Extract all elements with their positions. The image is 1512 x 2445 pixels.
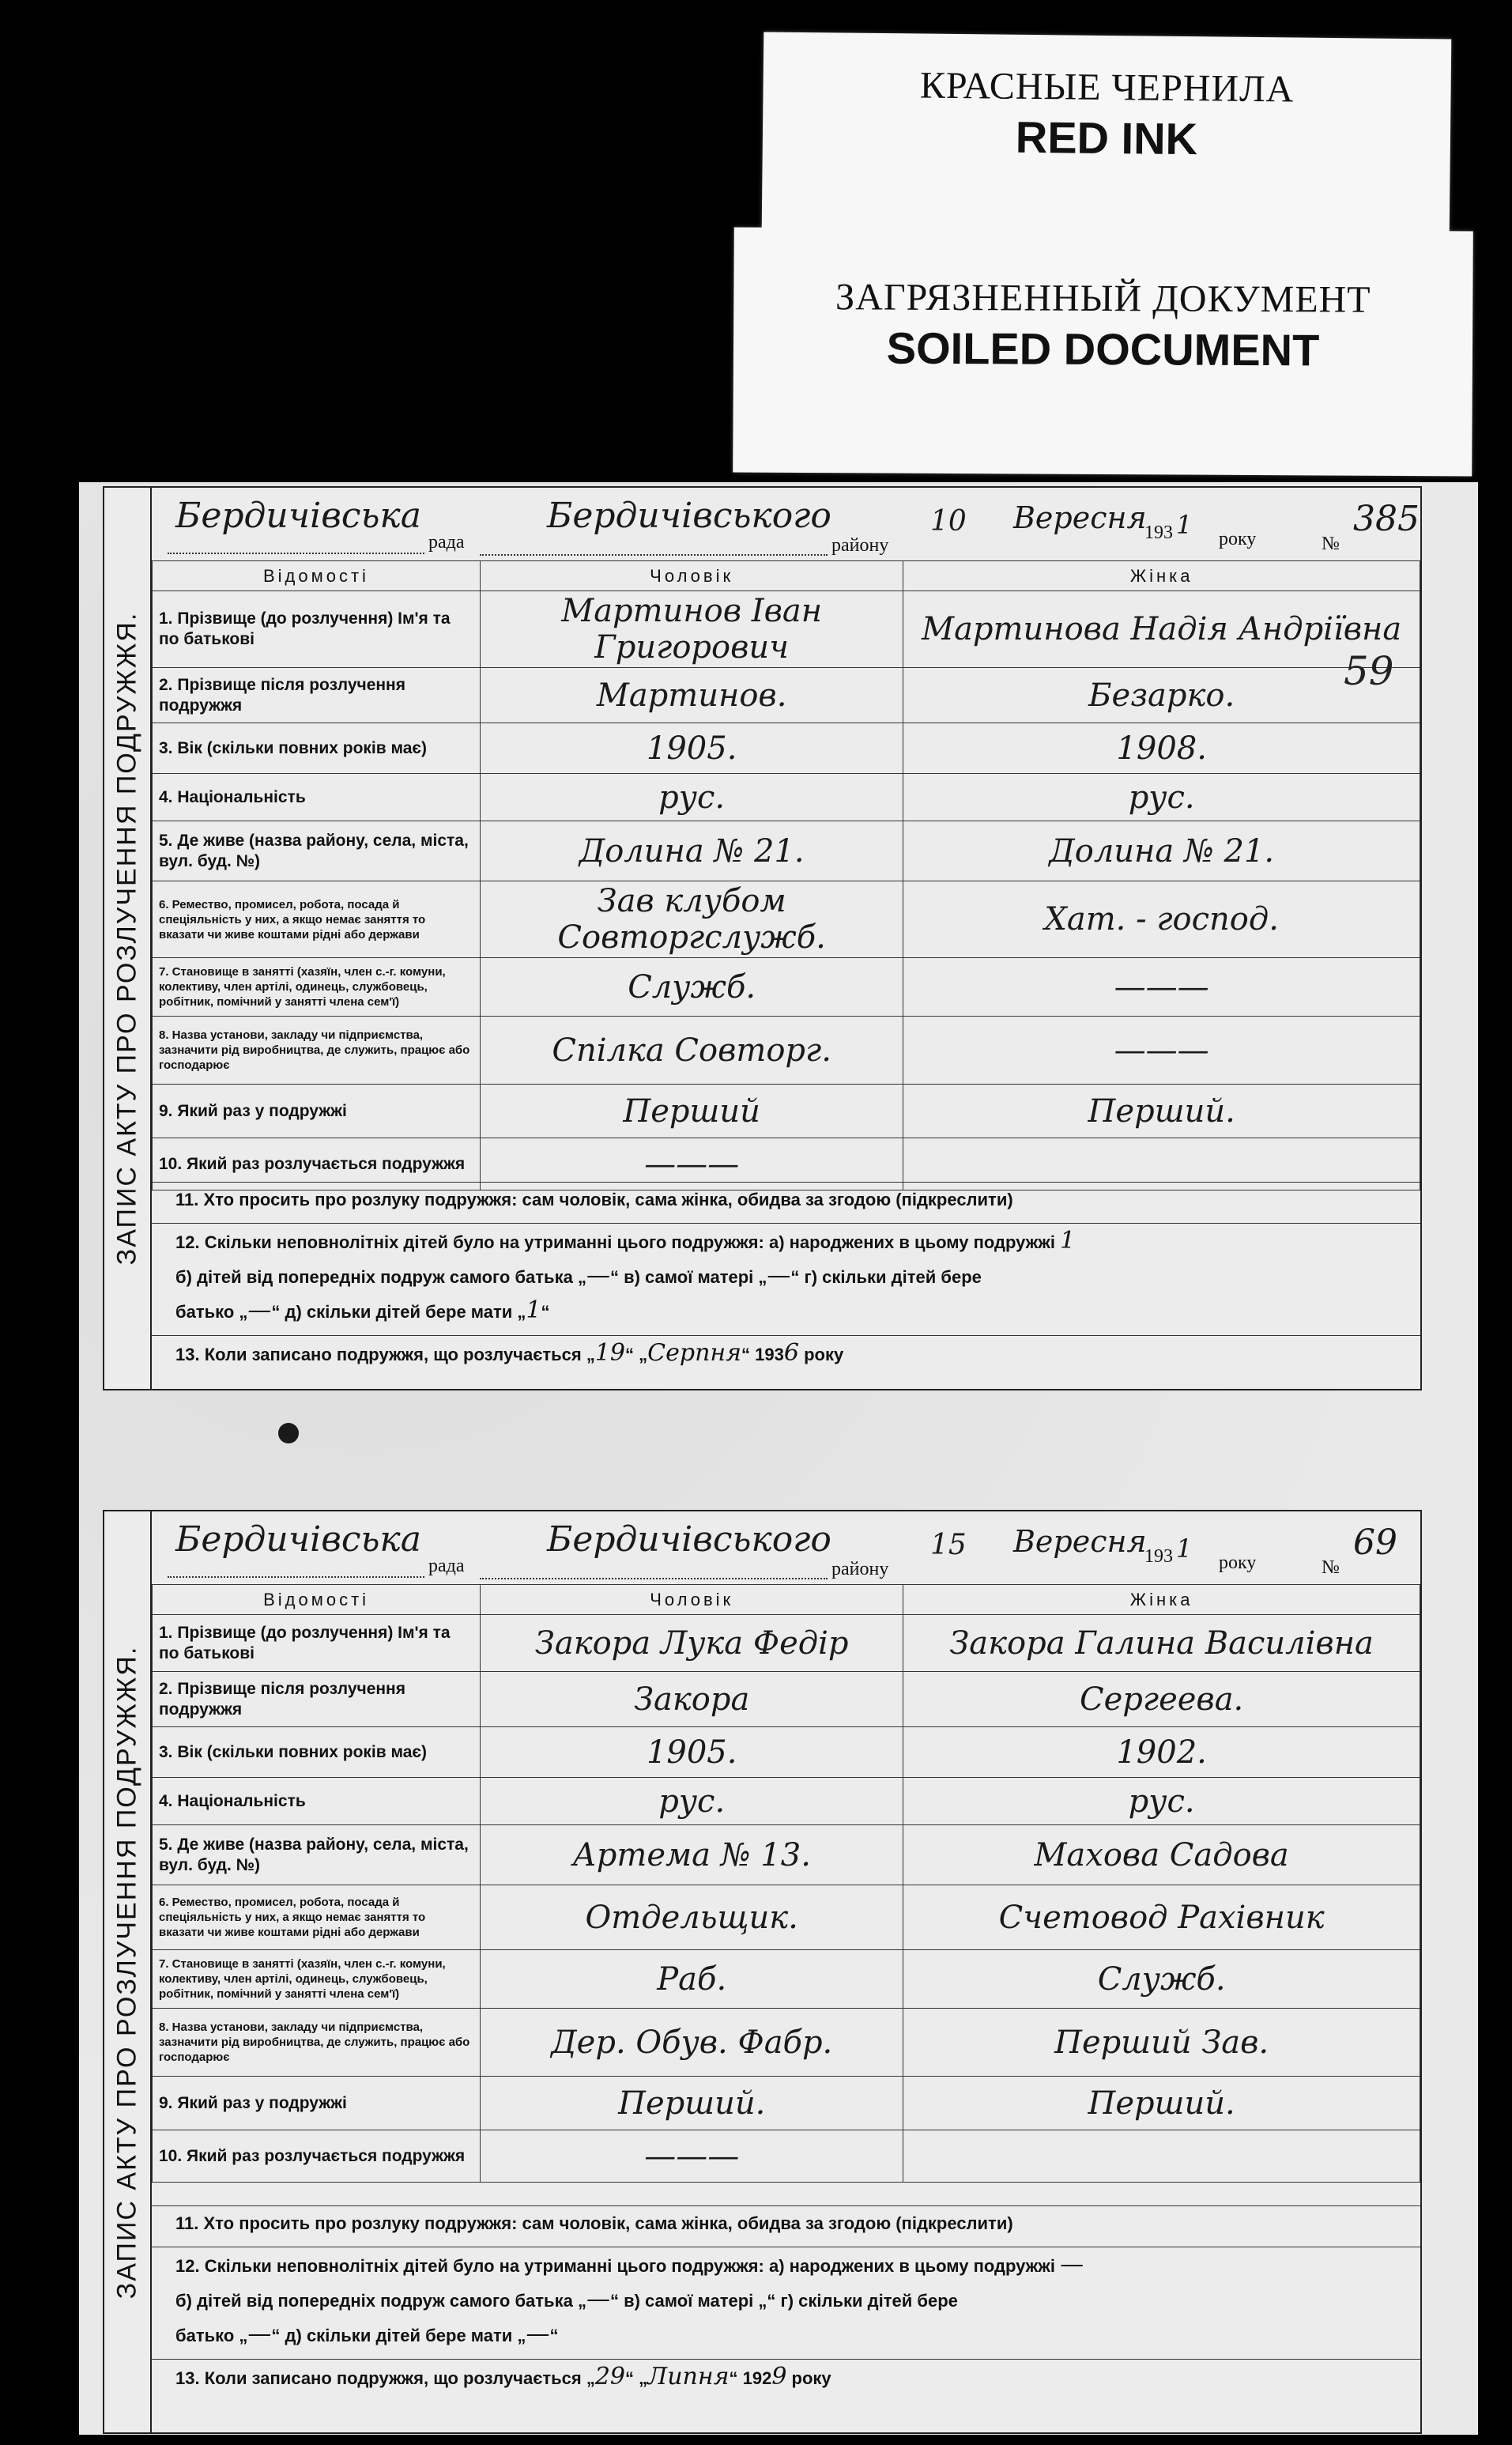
line-13-year-digit: 6 (783, 1339, 799, 1367)
district-underline (480, 1578, 828, 1579)
line-12c-text-1: батько (175, 2326, 235, 2345)
table-row (153, 1825, 1420, 1885)
row-wife-value: 1902. (903, 1727, 1420, 1778)
line-12b-text-1: б) дітей від попередніх подруж самого батька (175, 1267, 573, 1287)
row-husband-value: Спілка Совторг. (480, 1017, 903, 1085)
row-husband-value: Долина № 21. (480, 821, 903, 881)
table-row (153, 1727, 1420, 1778)
district-name: Бердичівського (547, 1519, 831, 1560)
record-month: Вересня (1013, 500, 1147, 535)
col-header-wife: Жінка (903, 561, 1420, 591)
rayon-label: району (831, 1559, 889, 1579)
row-question: 6. Ремество, промисел, робота, посада й спеціяльність у них, а якщо немає заняття то вказати чи живе коштами рідні або держави (153, 1885, 481, 1950)
line-12b-text-3: г) скільки дітей бере (804, 1267, 982, 1287)
line-12a (152, 2247, 1432, 2285)
record-year-prefix: 193 (1144, 523, 1173, 543)
line-12a-text: 12. Скільки неповнолітніх дітей було на утриманні цього подружжя: а) народжених в цьому подружжі (175, 2256, 1055, 2276)
row-question: 9. Який раз у подружжі (153, 2077, 481, 2130)
divorce-record-1 (103, 486, 1422, 1390)
line-11: 11. Хто просить про розлуку подружжя: сам чоловік, сама жінка, обидва за згодою (підкреслити) (175, 1190, 1013, 1209)
row-husband-value: рус. (480, 774, 903, 821)
record-number-label: № (1322, 534, 1340, 554)
row-husband-value: Отдельщик. (481, 1885, 903, 1950)
row-husband-value: Мартинов Іван Григорович (480, 591, 903, 668)
row-wife-value: Закора Галина Василівна (903, 1615, 1420, 1672)
line-12c-value-2: — (526, 2320, 550, 2348)
table-row (153, 668, 1420, 723)
row-question: 5. Де живе (назва району, села, міста, вул. буд. №) (153, 821, 481, 881)
row-husband-value: Мартинов. (480, 668, 903, 723)
row-question: 5. Де живе (назва району, села, міста, вул. буд. №) (153, 1825, 481, 1885)
line-12a-value: — (1060, 2251, 1084, 2278)
record-year-prefix: 193 (1144, 1546, 1173, 1567)
row-husband-value: Артема № 13. (481, 1825, 903, 1885)
row-wife-value: Махова Садова (903, 1825, 1420, 1885)
red-ink-label-ru: КРАСНЫЕ ЧЕРНИЛА (919, 64, 1295, 111)
row-husband-value: Служб. (480, 958, 903, 1017)
row-wife-value: Долина № 21. (903, 821, 1420, 881)
row-question: 3. Вік (скільки повних років має) (153, 723, 481, 774)
council-underline (168, 1576, 424, 1578)
row-question: 1. Прізвище (до розлучення) Ім'я та по батькові (153, 591, 481, 668)
row-wife-value: рус. (903, 1778, 1420, 1825)
line-12b-text-1: б) дітей від попередніх подруж самого батька (175, 2291, 573, 2311)
line-13: 13. Коли записано подружжя, що розлучається „29“ „Липня“ 1929 року (175, 2363, 831, 2390)
row-husband-value: Зав клубом Совторгслужб. (480, 881, 903, 958)
line-12a-value: 1 (1060, 1227, 1076, 1255)
line-13-day: 19 (594, 1339, 626, 1367)
row-wife-value: 1908. (903, 723, 1420, 774)
line-13-day: 29 (594, 2363, 626, 2390)
council-name: Бердичівська (175, 496, 421, 536)
row-question: 2. Прізвище після розлучення подружжя (153, 668, 481, 723)
row-wife-value: рус. (903, 774, 1420, 821)
record-number: 69 (1353, 1522, 1397, 1563)
record-sidebar (104, 1511, 152, 2432)
line-11: 11. Хто просить про розлуку подружжя: сам чоловік, сама жінка, обидва за згодою (підкреслити) (175, 2213, 1013, 2233)
soiled-document-label (733, 228, 1473, 477)
red-ink-label-en: RED INK (1015, 111, 1198, 164)
table-row (153, 1885, 1420, 1950)
rada-label: рада (428, 1556, 465, 1576)
row-question: 2. Прізвище після розлучення подружжя (153, 1672, 481, 1727)
line-13-text: 13. Коли записано подружжя, що розлучається (175, 1345, 582, 1364)
line-12b-value-2: — (767, 1262, 791, 1289)
table-row (153, 2077, 1420, 2130)
row-question: 1. Прізвище (до розлучення) Ім'я та по батькові (153, 1615, 481, 1672)
row-wife-value: Сергеева. (903, 1672, 1420, 1727)
record-year-digit: 1 (1176, 1534, 1193, 1564)
record-day: 15 (930, 1529, 967, 1561)
row-wife-value: Хат. - господ. (903, 881, 1420, 958)
rayon-label: району (831, 535, 889, 556)
row-question: 7. Становище в занятті (хазяїн, член с.-г. комуни, колективу, член артілі, одинець, службовець, робітник, помічний у занятті члена сем'ї) (153, 1950, 481, 2009)
soiled-document-label-en: SOILED DOCUMENT (886, 323, 1320, 375)
record-table (152, 1584, 1420, 2183)
row-husband-value: Раб. (481, 1950, 903, 2009)
row-question: 3. Вік (скільки повних років має) (153, 1727, 481, 1778)
table-row (153, 1950, 1420, 2009)
row-question: 9. Який раз у подружжі (153, 1085, 481, 1138)
line-12b-value-1: — (586, 2285, 610, 2313)
council-underline (168, 553, 424, 554)
row-husband-value: Закора Лука Федір (481, 1615, 903, 1672)
col-header-husband: Чоловік (481, 1585, 903, 1615)
row-question: 8. Назва установи, закладу чи підприємства, зазначити рід виробництва, де служить, працює або господарює (153, 1017, 481, 1085)
record-year-digit: 1 (1176, 510, 1193, 540)
row-husband-value: 1905. (480, 723, 903, 774)
row-wife-value: Мартинова Надія Андріївна (903, 591, 1420, 668)
row-husband-value: ——— (480, 1138, 903, 1190)
record-header (160, 1518, 1408, 1581)
row-wife-value: Счетовод Рахівник (903, 1885, 1420, 1950)
table-row (153, 1672, 1420, 1727)
line-12b-text-2: в) самої матері (624, 2291, 754, 2311)
line-12a-text: 12. Скільки неповнолітніх дітей було на утриманні цього подружжя: а) народжених в цьому подружжі (175, 1232, 1055, 1252)
line-12c-text-1: батько (175, 1302, 235, 1322)
row-wife-value: Перший. (903, 1085, 1420, 1138)
row-question: 10. Який раз розлучається подружжя (153, 2130, 481, 2183)
table-row (153, 881, 1420, 958)
line-13-month: Липня (647, 2363, 730, 2390)
line-12b: б) дітей від попередніх подруж самого батька „—“ в) самої матері „—“ г) скільки дітей бере (175, 1262, 982, 1289)
col-header-wife: Жінка (903, 1585, 1420, 1615)
row-wife-value: Безарко. (903, 668, 1420, 723)
sidebar-title: ЗАПИС АКТУ ПРО РОЗЛУЧЕННЯ ПОДРУЖЖЯ. (111, 1645, 142, 2299)
row-husband-value: 1905. (481, 1727, 903, 1778)
table-row (153, 591, 1420, 668)
line-13-year: 192 (742, 2368, 772, 2388)
table-row (153, 774, 1420, 821)
table-row (153, 1778, 1420, 1825)
line-13: 13. Коли записано подружжя, що розлучається „19“ „Серпня“ 1936 року (175, 1339, 844, 1367)
sidebar-title: ЗАПИС АКТУ ПРО РОЗЛУЧЕННЯ ПОДРУЖЖЯ. (111, 611, 142, 1266)
row-wife-value (903, 2130, 1420, 2183)
row-wife-value: Служб. (903, 1950, 1420, 2009)
roku-label: року (1219, 529, 1257, 549)
row-question: 4. Національність (153, 774, 481, 821)
table-row (153, 958, 1420, 1017)
row-question: 6. Ремество, промисел, робота, посада й спеціяльність у них, а якщо немає заняття то вказати чи живе коштами рідні або держави (153, 881, 481, 958)
record-number-label: № (1322, 1557, 1340, 1578)
rada-label: рада (428, 532, 465, 553)
red-ink-label (762, 32, 1452, 236)
district-underline (480, 554, 828, 556)
table-row (153, 2130, 1420, 2183)
line-12c-value-1: — (247, 1296, 272, 1324)
row-husband-value: Закора (481, 1672, 903, 1727)
col-header-husband: Чоловік (480, 561, 903, 591)
row-husband-value: ——— (481, 2130, 903, 2183)
row-question: 4. Національність (153, 1778, 481, 1825)
col-header-details: Відомості (153, 561, 481, 591)
row-question: 8. Назва установи, закладу чи підприємства, зазначити рід виробництва, де служить, працює або господарює (153, 2009, 481, 2077)
line-12b-text-3: г) скільки дітей бере (780, 2291, 958, 2311)
line-13-year: 193 (755, 1345, 784, 1364)
table-row (153, 2009, 1420, 2077)
row-husband-value: рус. (481, 1778, 903, 1825)
col-header-details: Відомості (153, 1585, 481, 1615)
line-13-roku: року (791, 2368, 831, 2388)
line-12b-value-1: — (586, 1262, 610, 1289)
line-12b: б) дітей від попередніх подруж самого батька „—“ в) самої матері „“ г) скільки дітей бере (175, 2285, 958, 2313)
row-husband-value: Перший. (481, 2077, 903, 2130)
line-12b-text-2: в) самої матері (624, 1267, 754, 1287)
record-month: Вересня (1013, 1524, 1147, 1559)
record-table (152, 560, 1420, 1190)
table-row (153, 1615, 1420, 1672)
line-12c: батько „—“ д) скільки дітей бере мати „—“ (175, 2320, 559, 2348)
table-row (153, 1085, 1420, 1138)
line-13-roku: року (804, 1345, 844, 1364)
table-row (153, 821, 1420, 881)
row-wife-value: Перший Зав. (903, 2009, 1420, 2077)
row-wife-value: ——— (903, 958, 1420, 1017)
row-wife-value: Перший. (903, 2077, 1420, 2130)
record-header (160, 494, 1420, 557)
roku-label: року (1219, 1553, 1257, 1573)
line-12c-text-2: д) скільки дітей бере мати (285, 2326, 513, 2345)
table-row (153, 1017, 1420, 1085)
line-12a (152, 1223, 1432, 1261)
row-question: 7. Становище в занятті (хазяїн, член с.-г. комуни, колективу, член артілі, одинець, службовець, робітник, помічний у занятті члена сем'ї) (153, 958, 481, 1017)
row-husband-value: Перший (480, 1085, 903, 1138)
line-12c-value-2: 1 (526, 1296, 541, 1324)
line-12c: батько „—“ д) скільки дітей бере мати „1“ (175, 1296, 550, 1324)
record-number: 385 (1353, 499, 1420, 539)
row-husband-value: Дер. Обув. Фабр. (481, 2009, 903, 2077)
record-sidebar (104, 488, 152, 1389)
line-12c-text-2: д) скільки дітей бере мати (285, 1302, 513, 1322)
line-12c-value-1: — (247, 2320, 272, 2348)
punch-hole (278, 1423, 299, 1443)
line-13-month: Серпня (647, 1339, 742, 1367)
divorce-record-2 (103, 1510, 1422, 2434)
record-day: 10 (930, 505, 967, 538)
line-13-year-digit: 9 (771, 2363, 787, 2390)
council-name: Бердичівська (175, 1519, 421, 1560)
row-question: 10. Який раз розлучається подружжя (153, 1138, 481, 1190)
table-row (153, 723, 1420, 774)
margin-note: 59 (1344, 648, 1394, 694)
row-wife-value: ——— (903, 1017, 1420, 1085)
soiled-document-label-ru: ЗАГРЯЗНЕННЫЙ ДОКУМЕНТ (835, 276, 1371, 321)
line-13-text: 13. Коли записано подружжя, що розлучається (175, 2368, 582, 2388)
district-name: Бердичівського (547, 496, 831, 536)
